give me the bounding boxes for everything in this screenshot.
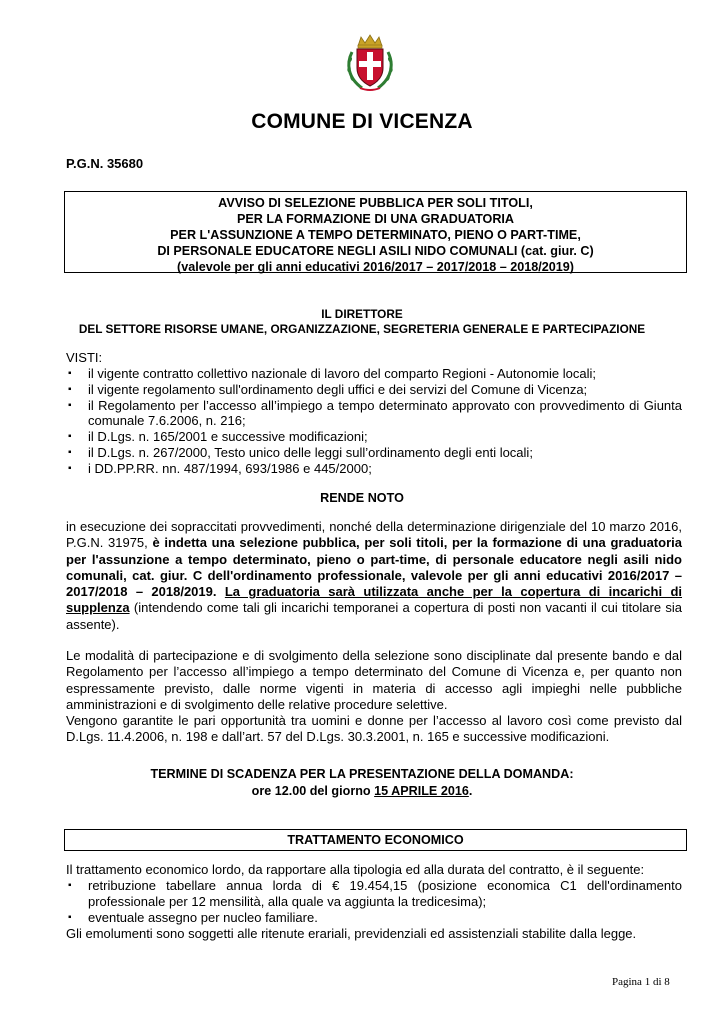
bullet-icon: ▪ — [68, 911, 72, 923]
deadline-heading: TERMINE DI SCADENZA PER LA PRESENTAZIONE DELLA DOMANDA: — [150, 767, 574, 781]
list-item: ▪ retribuzione tabellare annua lorda di € 19.454,15 (posizione economica C1 dell'ordinamento professionale per 12 mensilità, alla quale va aggiunta la tredicesima); — [68, 878, 682, 909]
notice-line: AVVISO DI SELEZIONE PUBBLICA PER SOLI TITOLI, — [218, 196, 533, 210]
list-item: ▪ il vigente contratto collettivo nazionale di lavoro del comparto Regioni - Autonomie locali; — [68, 366, 597, 381]
trattamento-closing: Gli emolumenti sono soggetti alle ritenute erariali, previdenziali ed assistenziali stabilite dalla legge. — [66, 926, 637, 941]
notice-line: (valevole per gli anni educativi 2016/2017 – 2017/2018 – 2018/2019) — [177, 260, 574, 274]
notice-line: DI PERSONALE EDUCATORE NEGLI ASILI NIDO COMUNALI (cat. giur. C) — [157, 244, 594, 258]
visti-list — [66, 366, 682, 477]
vicenza-coat-of-arms-icon — [344, 32, 396, 94]
announcement-paragraph: in esecuzione dei sopraccitati provvedimenti, nonché della determinazione dirigenziale del 10 marzo 2016, P.G.N. 31975, è indetta una selezione pubblica, per soli titoli, per la formazione di una graduatoria per l'assunzione a tempo determinato, pieno o part-time, di personale educatore negli asili nido comunali, cat. giur. C dell'ordinamento professionale, valevole per gli anni educativi 2016/2017 – 2017/2018 – 2018/2019. La graduatoria sarà utilizzata anche per la copertura di incarichi di supplenza (intendendo come tali gli incarichi temporanei a copertura di posti non vacanti il cui titolare sia assente). — [66, 519, 683, 632]
visti-label: VISTI: — [66, 350, 103, 365]
list-item: ▪ il D.Lgs. n. 165/2001 e successive modificazioni; — [68, 429, 368, 445]
equal-opportunity-paragraph: Vengono garantite le pari opportunità tra uomini e donne per l’accesso al lavoro così come previsto dal D.Lgs. 11.4.2006, n. 198 e dall’art. 57 del D.Lgs. 30.3.2001, n. 165 e successive modificazioni. — [66, 713, 682, 745]
director-heading: IL DIRETTORE — [321, 307, 403, 321]
list-item: ▪ i DD.PP.RR. nn. 487/1994, 693/1986 e 445/2000; — [68, 460, 372, 476]
director-department: DEL SETTORE RISORSE UMANE, ORGANIZZAZIONE, SEGRETERIA GENERALE E PARTECIPAZIONE — [78, 322, 646, 336]
notice-line: PER L'ASSUNZIONE A TEMPO DETERMINATO, PIENO O PART-TIME, — [170, 228, 581, 242]
trattamento-intro: Il trattamento economico lordo, da rapportare alla tipologia ed alla durata del contratto, è il seguente: — [66, 862, 645, 877]
bullet-icon: ▪ — [68, 462, 72, 474]
bullet-icon: ▪ — [68, 880, 72, 891]
bullet-icon: ▪ — [68, 368, 72, 379]
trattamento-heading-box: TRATTAMENTO ECONOMICO — [64, 829, 687, 851]
trattamento-list — [66, 878, 682, 925]
list-item: ▪ eventuale assegno per nucleo familiare. — [68, 909, 318, 925]
list-item: ▪ il vigente regolamento sull'ordinamento degli uffici e dei servizi del Comune di Vicenza; — [68, 381, 588, 397]
rende-noto-heading: RENDE NOTO — [320, 491, 404, 505]
list-item: ▪ il D.Lgs. n. 267/2000, Testo unico delle leggi sull’ordinamento degli enti locali; — [68, 444, 533, 460]
bullet-icon: ▪ — [68, 446, 72, 458]
deadline-date: ore 12.00 del giorno 15 APRILE 2016. — [251, 784, 473, 798]
page-number: Pagina 1 di 8 — [612, 976, 670, 988]
bullet-icon: ▪ — [68, 399, 72, 411]
protocol-number: P.G.N. 35680 — [66, 156, 144, 171]
list-item: ▪ il Regolamento per l’accesso all’impiego a tempo determinato approvato con provvedimento di Giunta comunale 7.6.2006, n. 216; — [68, 397, 682, 429]
bullet-icon: ▪ — [68, 383, 72, 395]
bullet-icon: ▪ — [68, 431, 72, 443]
notice-line: PER LA FORMAZIONE DI UNA GRADUATORIA — [236, 212, 515, 226]
notice-title-box — [64, 191, 687, 273]
page-title: COMUNE DI VICENZA — [251, 110, 473, 133]
rules-paragraph: Le modalità di partecipazione e di svolgimento della selezione sono disciplinate dal presente bando e dal Regolamento per l’accesso all’impiego a tempo determinato del Comune di Vicenza e, per quanto non espressamente previsto, dalle norme vigenti in materia di accesso agli impieghi nelle pubbliche amministrazioni e di svolgimento delle relative procedure selettive. — [66, 648, 682, 712]
